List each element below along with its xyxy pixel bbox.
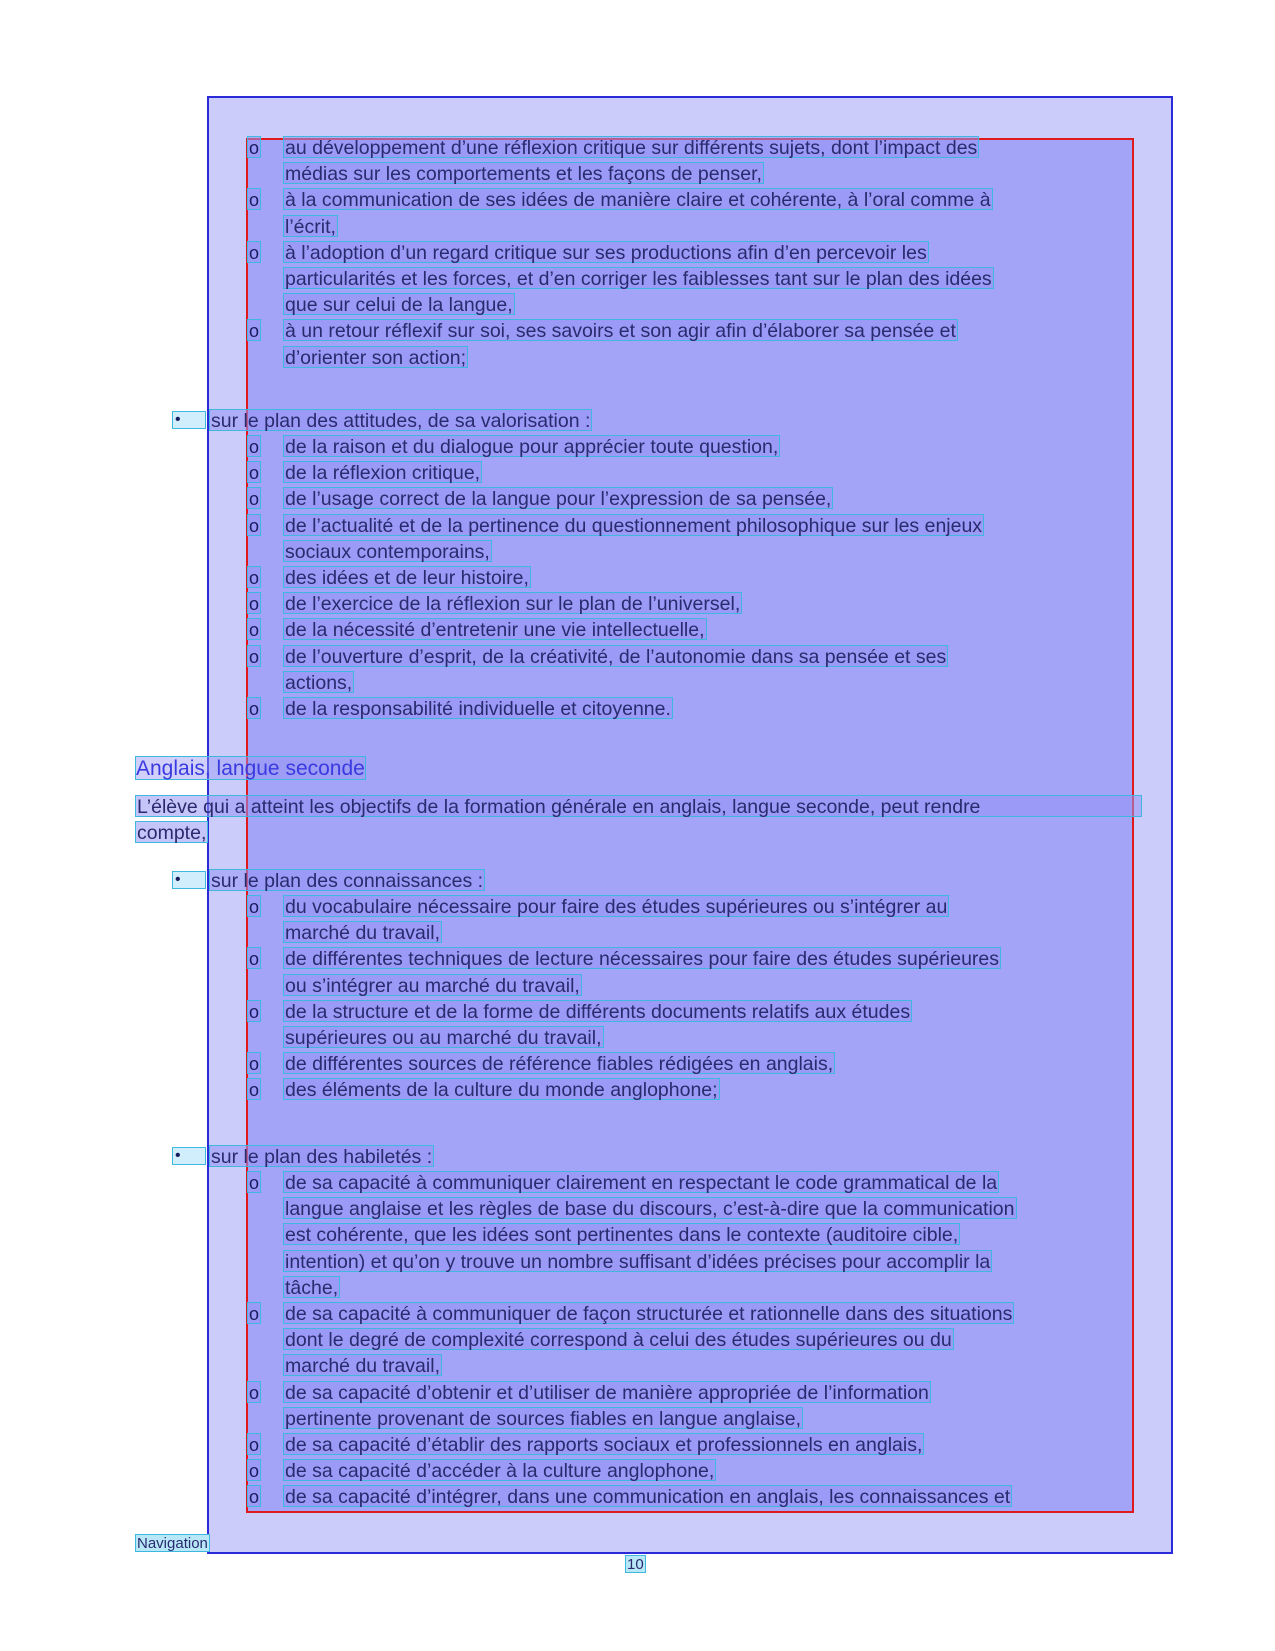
list-item-line: pertinente provenant de sources fiables en langue anglaise, <box>285 1407 802 1430</box>
sub-bullet-marker: o <box>248 1435 259 1455</box>
list-item-line: au développement d’une réflexion critique sur différents sujets, dont l’impact des <box>285 137 978 159</box>
list-item-line: de l’usage correct de la langue pour l’expression de sa pensée, <box>285 488 832 511</box>
sub-bullet-marker: o <box>248 620 259 641</box>
bullet-heading: sur le plan des connaissances : <box>211 870 484 892</box>
sub-bullet-marker: o <box>248 1487 259 1508</box>
navigation-link[interactable]: Navigation <box>137 1535 208 1552</box>
list-item-line: de l’exercice de la réflexion sur le plan de l’universel, <box>285 593 741 616</box>
list-item-line: d’orienter son action; <box>285 346 467 369</box>
page-number: 10 <box>627 1556 644 1573</box>
sub-bullet-marker: o <box>248 1304 259 1324</box>
list-item-line: l’écrit, <box>285 215 336 238</box>
list-item-line: tâche, <box>285 1276 339 1299</box>
list-item-line: dont le degré de complexité correspond à celui des études supérieures ou du <box>285 1329 952 1352</box>
list-item-line: du vocabulaire nécessaire pour faire des études supérieures ou s’intégrer au <box>285 896 948 918</box>
list-item-line: est cohérente, que les idées sont pertinentes dans le contexte (auditoire cible, <box>285 1224 959 1247</box>
sub-bullet-marker: o <box>248 1461 259 1482</box>
bullet-marker: • <box>172 1147 206 1165</box>
sub-bullet-marker: o <box>248 594 259 615</box>
list-item-line: de la raison et du dialogue pour apprécier toute question, <box>285 436 779 458</box>
sub-bullet-marker: o <box>248 190 259 211</box>
list-item-line: ou s’intégrer au marché du travail, <box>285 974 580 997</box>
sub-bullet-marker: o <box>248 949 259 970</box>
list-item-line: de l’ouverture d’esprit, de la créativité, de l’autonomie dans sa pensée et ses <box>285 645 947 668</box>
sub-bullet-marker: o <box>248 321 259 342</box>
sub-bullet-marker: o <box>248 489 259 510</box>
list-item-line: de l’actualité et de la pertinence du questionnement philosophique sur les enjeux <box>285 514 983 537</box>
sub-bullet-marker: o <box>248 515 259 536</box>
sub-bullet-marker: o <box>248 1173 259 1193</box>
sub-bullet-marker: o <box>248 568 259 588</box>
list-item-line: de la responsabilité individuelle et citoyenne. <box>285 698 671 720</box>
list-item-line: de la structure et de la forme de différents documents relatifs aux études <box>285 1000 911 1023</box>
list-item-line: de sa capacité à communiquer de façon structurée et rationnelle dans des situations <box>285 1303 1013 1325</box>
sub-bullet-marker: o <box>248 242 259 263</box>
list-item-line: des éléments de la culture du monde anglophone; <box>285 1079 718 1102</box>
bullet-heading: sur le plan des attitudes, de sa valorisation : <box>211 410 591 432</box>
list-item-line: de différentes techniques de lecture nécessaires pour faire des études supérieures <box>285 948 999 971</box>
paragraph-line: compte, <box>137 822 207 844</box>
list-item-line: que sur celui de la langue, <box>285 294 513 317</box>
sub-bullet-marker: o <box>248 138 259 158</box>
list-item-line: de la nécessité d’entretenir une vie intellectuelle, <box>285 619 705 642</box>
list-item-line: de sa capacité d’établir des rapports sociaux et professionnels en anglais, <box>285 1434 923 1456</box>
sub-bullet-marker: o <box>248 1382 259 1403</box>
list-item-line: particularités et les forces, et d’en corriger les faiblesses tant sur le plan des idées <box>285 268 992 290</box>
list-item-line: actions, <box>285 671 353 694</box>
list-item-line: marché du travail, <box>285 922 440 945</box>
sub-bullet-marker: o <box>248 463 259 484</box>
list-item-line: sociaux contemporains, <box>285 540 490 563</box>
list-item-line: intention) et qu’on y trouve un nombre suffisant d’idées précises pour accomplir la <box>285 1250 991 1273</box>
bullet-marker: • <box>172 871 206 889</box>
section-heading: Anglais, langue seconde <box>136 757 365 780</box>
list-item-line: de différentes sources de référence fiables rédigées en anglais, <box>285 1053 834 1076</box>
paragraph-line: L’élève qui a atteint les objectifs de la formation générale en anglais, langue seconde, peut rendre <box>135 795 1142 817</box>
bullet-heading: sur le plan des habiletés : <box>211 1146 433 1168</box>
sub-bullet-marker: o <box>248 1001 259 1022</box>
list-item-line: médias sur les comportements et les façons de penser, <box>285 163 762 186</box>
list-item-line: langue anglaise et les règles de base du discours, c’est-à-dire que la communication <box>285 1198 1015 1221</box>
list-item-line: supérieures ou au marché du travail, <box>285 1027 602 1049</box>
list-item-line: à l’adoption d’un regard critique sur ses productions afin d’en percevoir les <box>285 241 927 264</box>
list-item-line: de sa capacité d’obtenir et d’utiliser de manière appropriée de l’information <box>285 1381 929 1404</box>
list-item-line: de sa capacité d’intégrer, dans une communication en anglais, les connaissances et <box>285 1486 1011 1509</box>
sub-bullet-marker: o <box>248 897 259 917</box>
list-item-line: de la réflexion critique, <box>285 462 481 485</box>
list-item-line: marché du travail, <box>285 1355 440 1378</box>
list-item-line: de sa capacité à communiquer clairement en respectant le code grammatical de la <box>285 1172 998 1194</box>
sub-bullet-marker: o <box>248 699 259 719</box>
bullet-marker: • <box>172 411 206 429</box>
list-item-line: de sa capacité d’accéder à la culture anglophone, <box>285 1460 715 1483</box>
list-item-line: à la communication de ses idées de manière claire et cohérente, à l’oral comme à <box>285 189 991 212</box>
list-item-line: à un retour réflexif sur soi, ses savoirs et son agir afin d’élaborer sa pensée et <box>285 320 956 343</box>
sub-bullet-marker: o <box>248 437 259 457</box>
sub-bullet-marker: o <box>248 1054 259 1075</box>
sub-bullet-marker: o <box>248 646 259 667</box>
sub-bullet-marker: o <box>248 1080 259 1101</box>
list-item-line: des idées et de leur histoire, <box>285 567 529 589</box>
